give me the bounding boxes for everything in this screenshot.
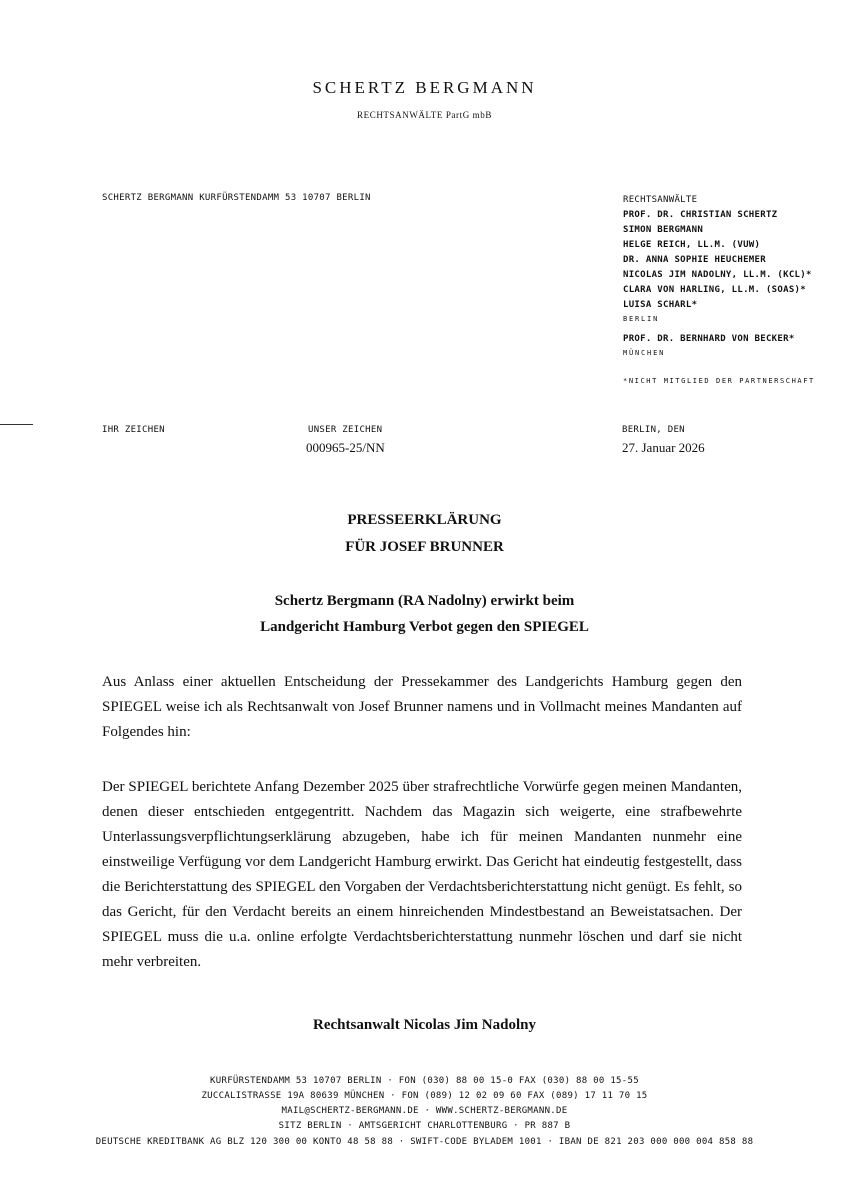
- partnership-note: *NICHT MITGLIED DER PARTNERSCHAFT: [623, 377, 815, 385]
- partners-heading: RECHTSANWÄLTE: [623, 195, 698, 205]
- footer-line-bank: DEUTSCHE KREDITBANK AG BLZ 120 300 00 KONTO 48 58 88 · SWIFT-CODE BYLADEM 1001 · IBAN DE 821 203 000 000 004 858 88: [95, 1137, 754, 1147]
- partner-name: LUISA SCHARL*: [623, 300, 698, 310]
- letter-date: 27. Januar 2026: [622, 440, 705, 455]
- firm-name-logo: SCHERTZ BERGMANN: [312, 78, 537, 97]
- document-subtitle: FÜR JOSEF BRUNNER: [345, 539, 504, 555]
- firm-subtitle: RECHTSANWÄLTE PartG mbB: [357, 110, 492, 120]
- partner-name: DR. ANNA SOPHIE HEUCHEMER: [623, 255, 766, 265]
- footer-line-munich: ZUCCALISTRASSE 19A 80639 MÜNCHEN · FON (089) 12 02 09 60 FAX (089) 17 11 70 15: [201, 1091, 648, 1101]
- partner-name: NICOLAS JIM NADOLNY, LL.M. (KCL)*: [623, 270, 812, 280]
- partners-list: [623, 193, 815, 389]
- body-paragraph-1: Aus Anlass einer aktuellen Entscheidung der Pressekammer des Landgerichts Hamburg gegen den SPIEGEL weise ich als Rechtsanwalt von Josef Brunner namens und in Vollmacht meines Mandanten auf Folgendes hin:: [102, 674, 742, 740]
- unser-zeichen-value: 000965-25/NN: [306, 440, 385, 455]
- sender-line: SCHERTZ BERGMANN KURFÜRSTENDAMM 53 10707 BERLIN: [102, 193, 371, 203]
- footer-line-register: SITZ BERLIN · AMTSGERICHT CHARLOTTENBURG · PR 887 B: [278, 1121, 571, 1131]
- headline-line-2: Landgericht Hamburg Verbot gegen den SPIEGEL: [260, 619, 589, 635]
- ihr-zeichen-label: IHR ZEICHEN: [102, 425, 165, 435]
- office-city-munich: MÜNCHEN: [623, 349, 666, 357]
- footer-line-berlin: KURFÜRSTENDAMM 53 10707 BERLIN · FON (030) 88 00 15-0 FAX (030) 88 00 15-55: [210, 1076, 639, 1086]
- fold-mark: [0, 424, 33, 425]
- body-paragraph-2: Der SPIEGEL berichtete Anfang Dezember 2025 über strafrechtliche Vorwürfe gegen meinen Mandanten, denen dieser entschieden entgegentritt. Nachdem das Magazin sich weigerte, eine strafbewehrte Unterlassungsverpflichtungserklärung abzugeben, habe ich für meinen Mandanten nunmehr eine einstweilige Verfügung vor dem Landgericht Hamburg erwirkt. Das Gericht hat eindeutig festgestellt, dass die Berichterstattung des SPIEGEL den Vorgaben der Verdachtsberichterstattung nicht genügt. Es fehlt, so das Gericht, für den Verdacht bereits an einem hinreichenden Mindestbestand an Beweistatsachen. Der SPIEGEL muss die u.a. online erfolgte Verdachtsberichterstattung nunmehr löschen und darf sie nicht mehr verbreiten.: [102, 779, 742, 970]
- document-title: PRESSEERKLÄRUNG: [347, 512, 502, 528]
- headline-line-1: Schertz Bergmann (RA Nadolny) erwirkt beim: [274, 593, 575, 609]
- office-city-berlin: BERLIN: [623, 315, 660, 323]
- unser-zeichen-label: UNSER ZEICHEN: [308, 425, 383, 435]
- partner-name: HELGE REICH, LL.M. (VUW): [623, 240, 761, 250]
- signature: Rechtsanwalt Nicolas Jim Nadolny: [313, 1017, 536, 1033]
- place-date-label: BERLIN, DEN: [622, 425, 685, 435]
- partner-name: CLARA VON HARLING, LL.M. (SOAS)*: [623, 285, 806, 295]
- partner-name: SIMON BERGMANN: [623, 225, 704, 235]
- partner-name: PROF. DR. CHRISTIAN SCHERTZ: [623, 210, 778, 220]
- partner-name: PROF. DR. BERNHARD VON BECKER*: [623, 334, 795, 344]
- footer-line-contact: MAIL@SCHERTZ-BERGMANN.DE · WWW.SCHERTZ-BERGMANN.DE: [281, 1106, 568, 1116]
